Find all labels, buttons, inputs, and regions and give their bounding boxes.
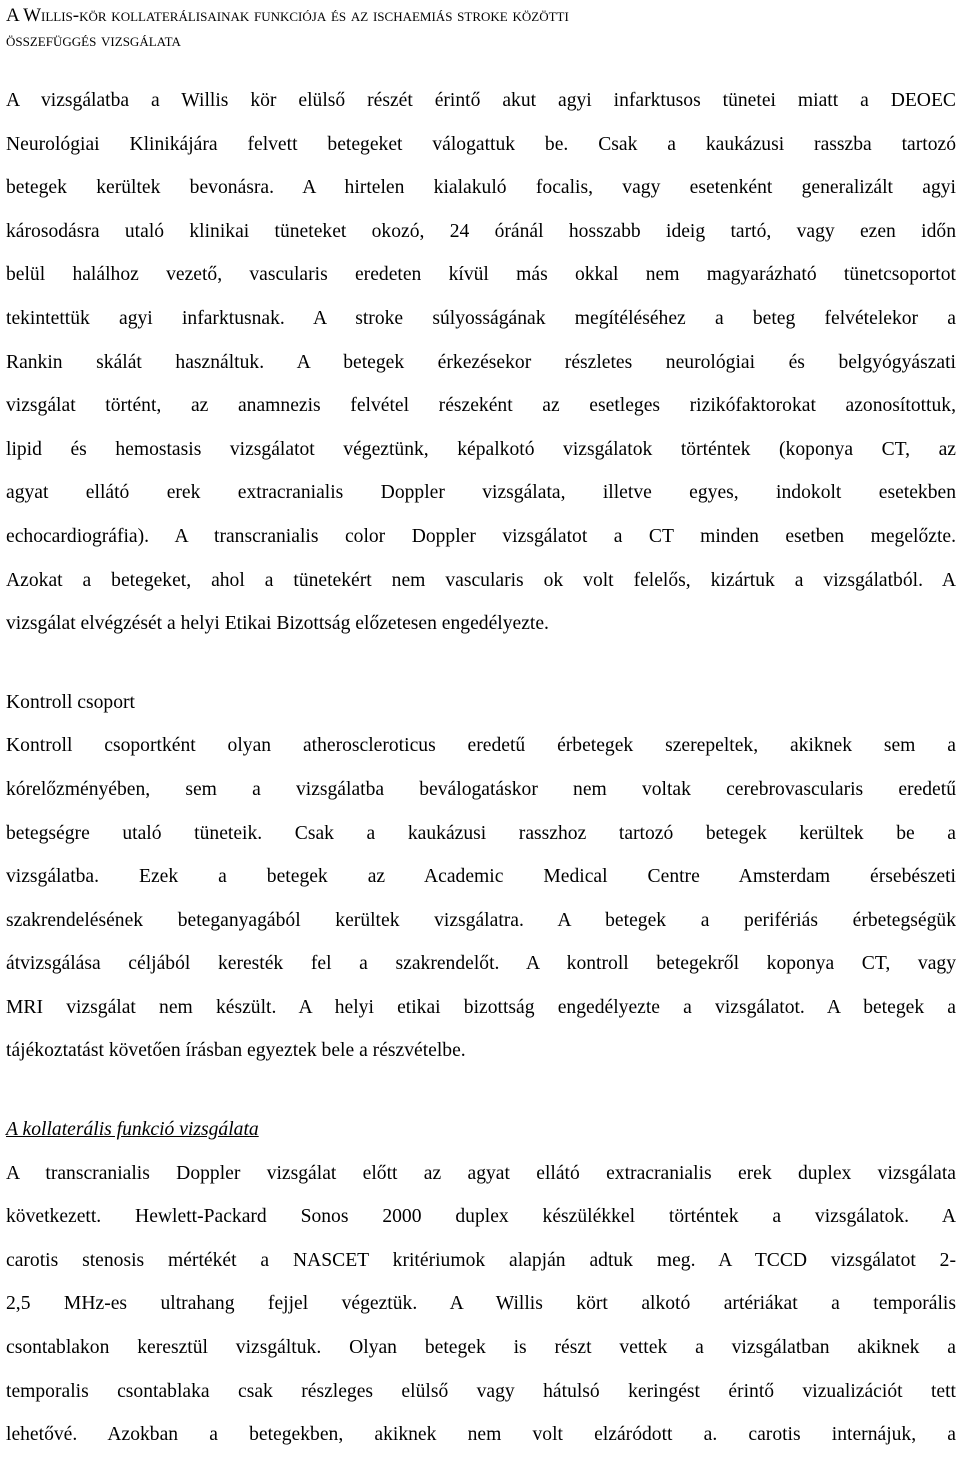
section-heading-kontroll: Kontroll csoport (6, 691, 135, 713)
paragraph-line: betegek kerültek bevonásra. A hirtelen kialakuló focalis, vagy esetenként generalizált agyi (6, 177, 956, 199)
paragraph-line: A transcranialis Doppler vizsgálat előtt az agyat ellátó extracranialis erek duplex vizsgálata (6, 1162, 956, 1184)
title-line-1: A Willis-kör kollaterálisainak funkciója és az ischaemiás stroke közötti (6, 5, 569, 26)
paragraph-line: A vizsgálatba a Willis kör elülső részét érintő akut agyi infarktusos tünetei miatt a DEOEC (6, 90, 956, 111)
paragraph-line: 2,5 MHz-es ultrahang fejjel végeztük. A Willis kört alkotó artériákat a temporális (6, 1293, 956, 1315)
paragraph-line: agyat ellátó erek extracranialis Doppler vizsgálata, illetve egyes, indokolt esetekben (6, 482, 956, 504)
paragraph-line: Kontroll csoportként olyan atheroscleroticus eredetű érbetegek szerepeltek, akiknek sem a (6, 735, 956, 757)
paragraph-line: következett. Hewlett-Packard Sonos 2000 duplex készülékkel történtek a vizsgálatok. A (6, 1206, 956, 1228)
paragraph-line: Rankin skálát használtuk. A betegek érkezésekor részletes neurológiai és belgyógyászati (6, 351, 956, 373)
paragraph-line: Azokat a betegeket, ahol a tünetekért nem vascularis ok volt felelős, kizártuk a vizsgálatból. A (6, 569, 956, 591)
paragraph-line: tekintettük agyi infarktusnak. A stroke súlyosságának megítéléséhez a beteg felvételekor a (6, 307, 956, 329)
paragraph-line: kórelőzményében, sem a vizsgálatba beválogatáskor nem voltak cerebrovascularis eredetű (6, 778, 956, 800)
section-heading-kollateralis: A kollaterális funkció vizsgálata (6, 1119, 259, 1141)
paragraph-line: carotis stenosis mértékét a NASCET kritériumok alapján adtuk meg. A TCCD vizsgálatot 2- (6, 1249, 956, 1271)
paragraph-line: vizsgálat történt, az anamnezis felvétel részeként az esetleges rizikófaktorokat azonosítottuk, (6, 395, 956, 417)
paragraph-line: MRI vizsgálat nem készült. A helyi etikai bizottság engedélyezte a vizsgálatot. A betegek a (6, 996, 956, 1018)
paragraph-line: temporalis csontablaka csak részleges elülső vagy hátulsó keringést érintő vizualizációt tett (6, 1380, 956, 1402)
paragraph-line: betegségre utaló tüneteik. Csak a kaukázusi rasszhoz tartozó betegek kerültek be a (6, 822, 956, 844)
paragraph-line: vizsgálatba. Ezek a betegek az Academic Medical Centre Amsterdam érsebészeti (6, 866, 956, 888)
paragraph-line: belül halálhoz vezető, vascularis eredeten kívül más okkal nem magyarázható tünetcsoportot (6, 264, 956, 286)
paragraph-line: lipid és hemostasis vizsgálatot végeztünk, képalkotó vizsgálatok történtek (koponya CT, az (6, 438, 956, 460)
section-2-paragraph (6, 724, 956, 1073)
paragraph-line: károsodásra utaló klinikai tüneteket okozó, 24 óránál hosszabb ideig tartó, vagy ezen időn (6, 220, 956, 242)
section-3-paragraph (6, 1152, 956, 1457)
paragraph-line: átvizsgálása céljából keresték fel a szakrendelőt. A kontroll betegekről koponya CT, vagy (6, 953, 956, 975)
paragraph-line: lehetővé. Azokban a betegekben, akiknek nem volt elzáródott a. carotis internájuk, a (6, 1424, 956, 1446)
paragraph-line: vizsgálat elvégzését a helyi Etikai Bizottság előzetesen engedélyezte. (6, 613, 549, 635)
paragraph-line: tájékoztatást követően írásban egyeztek bele a részvételbe. (6, 1040, 466, 1062)
document-title (6, 0, 956, 53)
paragraph-line: csontablakon keresztül vizsgáltuk. Olyan betegek is részt vettek a vizsgálatban akiknek a (6, 1337, 956, 1359)
paragraph-line: szakrendelésének beteganyagából kerültek vizsgálatra. A betegek a perifériás érbetegségük (6, 909, 956, 931)
title-line-2: összefüggés vizsgálata (6, 30, 181, 51)
paragraph-line: echocardiográfia). A transcranialis color Doppler vizsgálatot a CT minden esetben megelőzte. (6, 525, 956, 547)
section-1-paragraph (6, 79, 956, 646)
document-page (6, 0, 956, 1457)
paragraph-line: Neurológiai Klinikájára felvett betegeket válogattuk be. Csak a kaukázusi rasszba tartozó (6, 133, 956, 155)
